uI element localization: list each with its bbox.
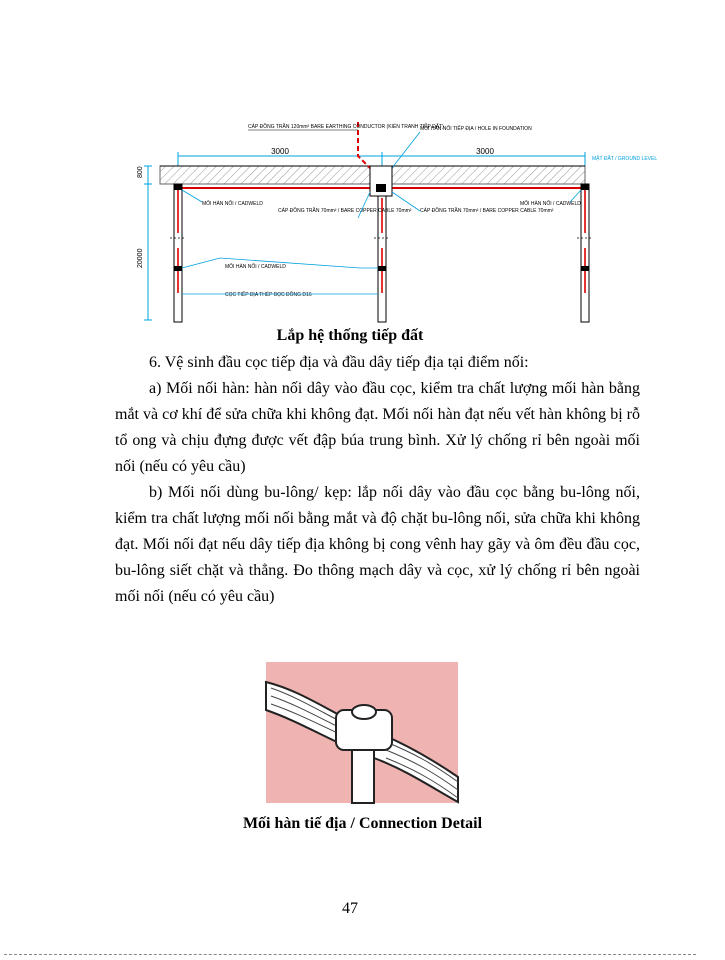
connection-detail-svg bbox=[266, 662, 458, 803]
copper-label-right: CÁP ĐỒNG TRẦN 70mm² / BARE COPPER CABLE 70mm² bbox=[420, 208, 554, 214]
grounding-system-diagram bbox=[130, 108, 658, 323]
rod-label: CỌC TIẾP ĐỊA THÉP BỌC ĐỒNG D16 bbox=[225, 292, 312, 298]
diagram-caption: Lắp hệ thống tiếp đất bbox=[276, 327, 424, 344]
weld-label-lower: MỐI HÀN NỐI / CADWELD bbox=[225, 264, 286, 270]
weld-label-right: MỐI HÀN NỐI / CADWELD bbox=[520, 201, 581, 207]
paragraph-b: b) Mối nối dùng bu-lông/ kẹp: lắp nối dây vào đầu cọc bằng bu-lông nối, kiểm tra chất lượng mối nối bằng mắt và độ chặt bu-lông nối, sửa chữa khi không đạt. Mối nối đạt nếu dây tiếp địa không bị cong vênh hay gãy và ôm đều đầu cọc, bu-lông siết chặt và thẳng. Đo thông mạch dây và cọc, xử lý chống rỉ bên ngoài mối nối (nếu có yêu cầu) bbox=[115, 484, 640, 605]
surface-label: MẶT ĐẤT / GROUND LEVEL bbox=[592, 156, 658, 162]
copper-label-left: CÁP ĐỒNG TRẦN 70mm² / BARE COPPER CABLE 70mm² bbox=[278, 208, 412, 214]
paragraph-a: a) Mối nối hàn: hàn nối dây vào đầu cọc, kiểm tra chất lượng mối hàn bằng mắt và cơ khí để sửa chữa khi không đạt. Mối nối hàn đạt nếu vết hàn không bị rỗ tổ ong và chịu đựng được vết đập búa trung bình. Xử lý chống rỉ bên ngoài mối nối (nếu có yêu cầu) bbox=[115, 380, 640, 475]
photo-caption: Mối hàn tiế địa / Connection Detail bbox=[242, 815, 483, 832]
top-right-label: MỐI HÀN NỐI TIẾP ĐỊA / HOLE IN FOUNDATION bbox=[420, 126, 532, 132]
dim-right-label: 3000 bbox=[476, 147, 494, 156]
inspection-pit bbox=[370, 166, 392, 196]
weld-label-left: MỐI HÀN NỐI / CADWELD bbox=[202, 201, 263, 207]
ground-rod-left bbox=[170, 184, 186, 322]
ground-rod-middle bbox=[374, 196, 390, 322]
dim-height-label: 20000 bbox=[137, 248, 144, 268]
page-bottom-border bbox=[4, 954, 696, 956]
cable-label: CÁP ĐỒNG TRẦN 120mm² BARE EARTHING CONDUCTOR (KIỂN TRANH TIẾP ĐẤT) bbox=[248, 124, 444, 130]
dimension-left bbox=[144, 166, 152, 320]
page-number: 47 bbox=[342, 900, 358, 917]
dim-depth-label: 800 bbox=[137, 166, 144, 178]
paragraph-heading-6: 6. Vệ sinh đầu cọc tiếp địa và đầu dây tiếp địa tại điểm nối: bbox=[149, 354, 529, 371]
connection-detail-illustration bbox=[266, 662, 458, 803]
dim-left-label: 3000 bbox=[271, 147, 289, 156]
dimension-top bbox=[178, 152, 585, 166]
